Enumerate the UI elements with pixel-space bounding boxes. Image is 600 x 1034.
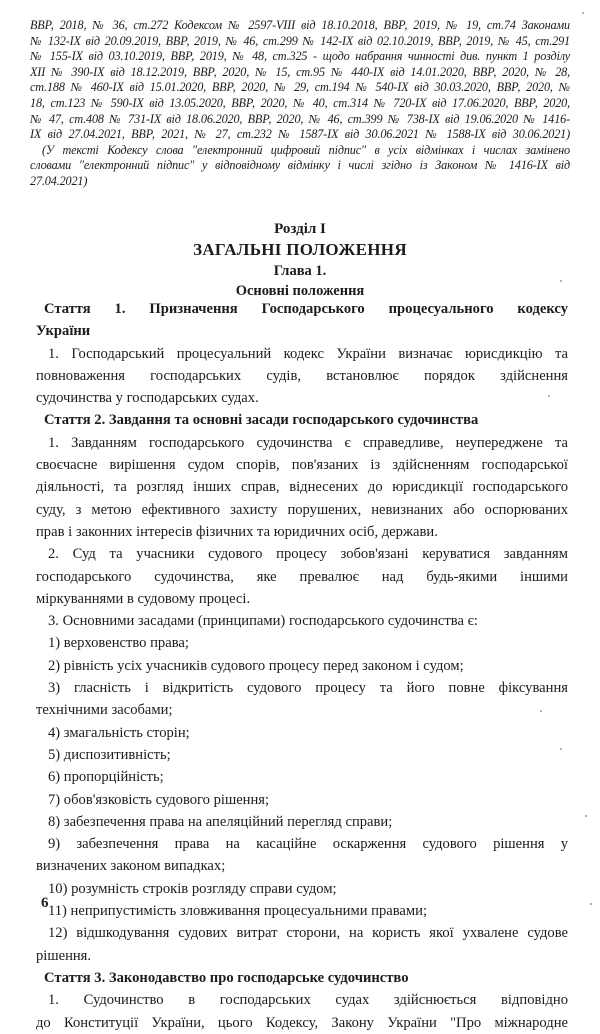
article-1-title-cont: України <box>36 323 91 340</box>
section-title: ЗАГАЛЬНІ ПОЛОЖЕННЯ <box>193 240 407 259</box>
chapter-title: Основні положення <box>235 283 365 299</box>
principle-item: 10) розумність строків розгляду справи судом; <box>48 880 337 897</box>
paragraph-line: 1. Завданням господарського судочинства є справедливе, неупереджене та <box>48 434 568 451</box>
principle-item: 7) обов'язковість судового рішення; <box>48 791 270 808</box>
amendment-line: XII № 390-IX від 18.12.2019, ВВР, 2020, № 15, ст.95 № 440-IX від 14.01.2020, ВВР, 2020, № 28, <box>30 64 570 79</box>
paragraph-line: діяльності, та розгляд інших справ, віднесених до юрисдикції господарського <box>36 479 568 496</box>
note-line: 27.04.2021) <box>30 173 88 188</box>
principle-item: 6) пропорційність; <box>48 769 164 786</box>
paragraph-line: судочинства у господарських судах. <box>36 390 259 407</box>
scan-speck <box>560 280 562 282</box>
amendment-line: 18, ст.123 № 590-IX від 13.05.2020, ВВР, 2020, № 40, ст.314 № 720-IX від 17.06.2020, ВВР, 2020, <box>30 95 570 110</box>
principle-item: 8) забезпечення права на апеляційний перегляд справи; <box>48 813 393 830</box>
paragraph-line: 1. Судочинство в господарських судах здійснюється відповідно <box>48 992 568 1009</box>
principle-item: 12) відшкодування судових витрат сторони, на користь якої ухвалене судове <box>48 925 568 942</box>
principle-item-cont: технічними засобами; <box>36 702 173 719</box>
article-2-title: Стаття 2. Завдання та основні засади господарського судочинства <box>44 412 479 429</box>
scan-speck <box>590 903 592 905</box>
paragraph-line: прав і законних інтересів фізичних та юридичних осіб, держави. <box>36 523 438 540</box>
principle-item: 9) забезпечення права на касаційне оскарження судового рішення у <box>48 836 568 853</box>
amendment-line: № 155-IX від 03.10.2019, ВВР, 2019, № 48, ст.325 - щодо набрання чинності див. пункт 1 розділу <box>30 49 570 64</box>
paragraph-line: міркуваннями в судовому процесі. <box>36 590 251 607</box>
amendment-line: ст.188 № 460-IX від 15.01.2020, ВВР, 2020, № 29, ст.194 № 540-IX від 30.03.2020, ВВР, 2020, № <box>30 80 570 95</box>
chapter-label: Глава 1. <box>273 263 327 279</box>
principle-item: 5) диспозитивність; <box>48 746 171 763</box>
principle-item: 1) верховенство права; <box>48 635 189 652</box>
amendment-line: IX від 27.04.2021, ВВР, 2021, № 27, ст.232 № 1587-IX від 30.06.2021 № 1588-IX від 30.06.2021) <box>30 127 570 142</box>
paragraph-line: своєчасне вирішення судом спорів, пов'язаних із здійсненням господарської <box>36 457 568 474</box>
paragraph-line: господарського судочинства, яке превалює над будь-якими іншими <box>36 568 568 585</box>
note-line: (У тексті Кодексу слова "електронний цифровий підпис" в усіх відмінках і числах замінено <box>42 142 570 157</box>
amendment-line: № 47, ст.408 № 731-IX від 18.06.2020, ВВР, 2020, № 46, ст.399 № 738-IX від 19.06.2020 № 1416- <box>30 111 570 126</box>
scan-speck <box>548 395 550 397</box>
article-3-title: Стаття 3. Законодавство про господарське судочинство <box>44 969 409 986</box>
editorial-note <box>30 143 570 190</box>
scan-speck <box>540 710 542 712</box>
paragraph-line: суду, з метою ефективного захисту порушених, невизнаних або оспорюваних <box>36 501 568 518</box>
scan-speck <box>585 815 587 817</box>
amendments-history <box>30 18 570 190</box>
principle-item: 4) змагальність сторін; <box>48 724 190 741</box>
principle-item: 11) неприпустимість зловживання процесуальними правами; <box>48 903 428 920</box>
scan-speck <box>582 12 584 14</box>
note-line: словами "електронний підпис" у відповідному відмінку і числі згідно із Законом № 1416-IX від <box>30 158 570 173</box>
amendment-line: ВВР, 2018, № 36, ст.272 Кодексом № 2597-VIII від 18.10.2018, ВВР, 2019, № 19, ст.74 Законами <box>30 18 570 32</box>
document-body <box>36 298 568 1034</box>
amendment-line: № 132-IX від 20.09.2019, ВВР, 2019, № 46, ст.299 № 142-IX від 02.10.2019, ВВР, 2019, № 45, ст.291 <box>30 33 570 48</box>
page-number: 6 <box>41 895 49 911</box>
article-1-title: Стаття 1. Призначення Господарського процесуального кодексу <box>44 301 568 317</box>
paragraph-line: повноваження господарських судів, встановлює порядок здійснення <box>36 367 568 384</box>
paragraph-line: 3. Основними засадами (принципами) господарського судочинства є: <box>48 613 478 630</box>
principle-item: 3) гласність і відкритість судового процесу та його повне фіксування <box>48 680 568 697</box>
paragraph-line: 2. Суд та учасники судового процесу зобов'язані керуватися завданням <box>48 546 568 563</box>
principle-item: 2) рівність усіх учасників судового процесу перед законом і судом; <box>48 657 464 674</box>
paragraph-line: 1. Господарський процесуальний кодекс України визначає юрисдикцію та <box>48 345 568 362</box>
scan-speck <box>560 748 562 750</box>
paragraph-line: до Конституції України, цього Кодексу, Закону України "Про міжнародне <box>36 1014 568 1031</box>
section-label: Розділ I <box>274 221 326 237</box>
principle-item-cont: визначених законом випадках; <box>36 858 226 875</box>
principle-item-cont: рішення. <box>36 947 92 964</box>
section-headings <box>0 219 600 302</box>
